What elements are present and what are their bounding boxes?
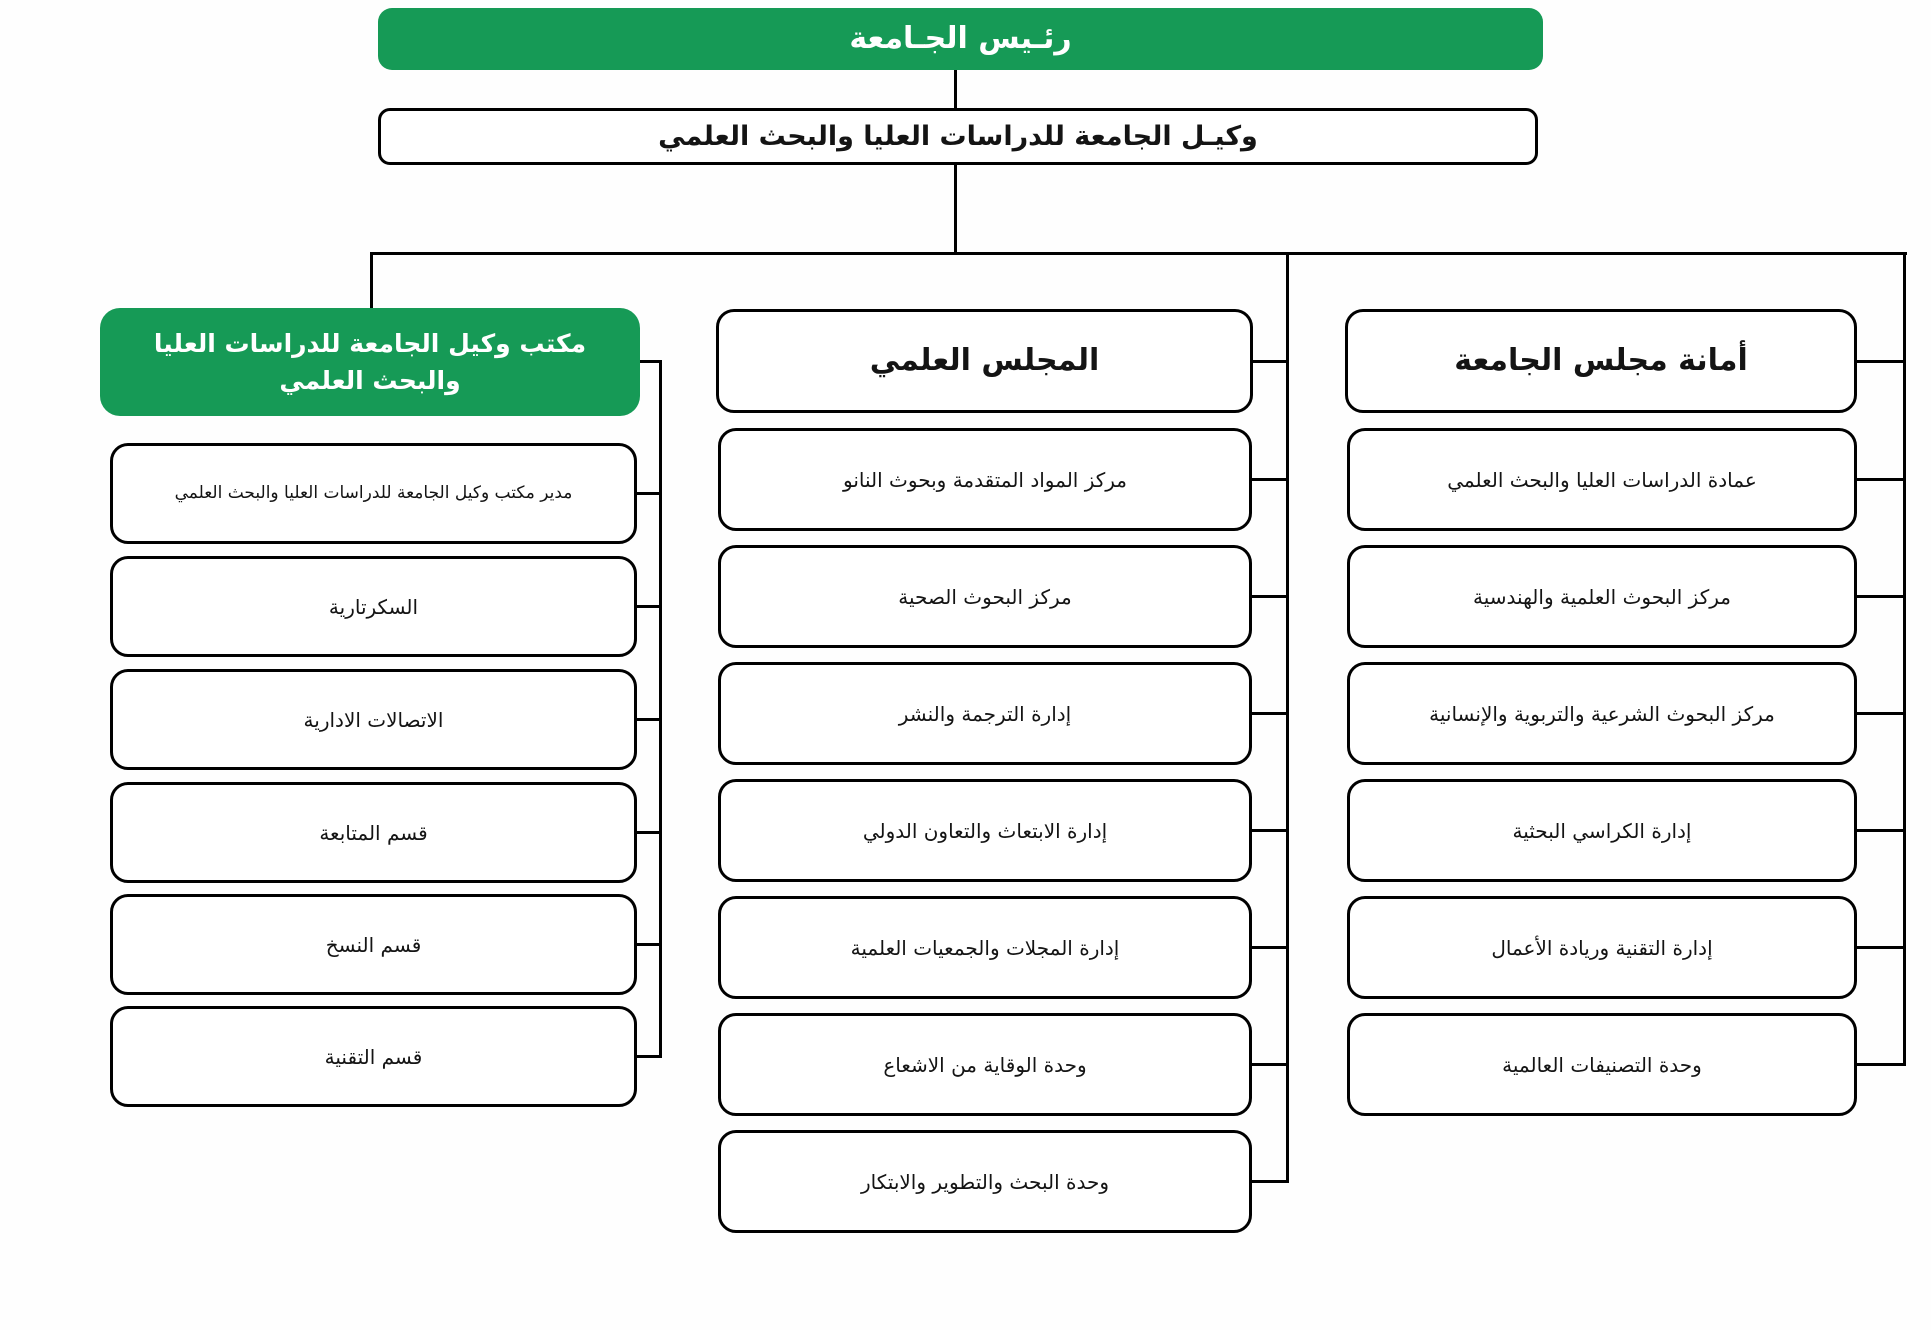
- connector-office-stub-5: [637, 943, 659, 946]
- connector-council-stub-2: [1252, 595, 1289, 598]
- council-item-scholarships-intl: إدارة الابتعاث والتعاون الدولي: [718, 779, 1252, 882]
- secretariat-item-technology-entrepreneurship: إدارة التقنية وريادة الأعمال: [1347, 896, 1857, 999]
- connector-secretariat-stub-6: [1855, 1063, 1906, 1066]
- connector-council-stub-6: [1252, 1063, 1289, 1066]
- council-item-radiation-protection: وحدة الوقاية من الاشعاع: [718, 1013, 1252, 1116]
- connector-main-bar: [370, 252, 1907, 255]
- connector-office-trunk: [659, 360, 662, 1058]
- connector-trunk-scientific-council: [1286, 252, 1289, 1183]
- node-vice-president: وكيـل الجامعة للدراسات العليا والبحث العلمي: [378, 108, 1538, 165]
- connector-council-stub-3: [1252, 712, 1289, 715]
- connector-trunk-council-secretariat: [1903, 252, 1906, 1066]
- node-president: رئـيس الجـامعة: [378, 8, 1543, 70]
- connector-council-stub-4: [1252, 829, 1289, 832]
- connector-secretariat-stub-2: [1855, 595, 1906, 598]
- column-secretariat-header: أمانة مجلس الجامعة: [1345, 309, 1857, 413]
- connector-council-header-stub: [1252, 360, 1289, 363]
- secretariat-item-research-chairs: إدارة الكراسي البحثية: [1347, 779, 1857, 882]
- council-item-translation-publishing: إدارة الترجمة والنشر: [718, 662, 1252, 765]
- connector-secretariat-stub-1: [1855, 478, 1906, 481]
- council-item-journals-societies: إدارة المجلات والجمعيات العلمية: [718, 896, 1252, 999]
- secretariat-item-global-rankings: وحدة التصنيفات العالمية: [1347, 1013, 1857, 1116]
- council-item-health-research: مركز البحوث الصحية: [718, 545, 1252, 648]
- connector-office-stub-3: [637, 718, 659, 721]
- connector-president-vp: [954, 70, 957, 108]
- council-item-advanced-materials: مركز المواد المتقدمة وبحوث النانو: [718, 428, 1252, 531]
- connector-council-stub-1: [1252, 478, 1289, 481]
- column-scientific-council-header: المجلس العلمي: [716, 309, 1253, 413]
- connector-vp-bar: [954, 165, 957, 253]
- secretariat-item-graduate-deanship: عمادة الدراسات العليا والبحث العلمي: [1347, 428, 1857, 531]
- connector-council-stub-7: [1252, 1180, 1289, 1183]
- connector-secretariat-stub-4: [1855, 829, 1906, 832]
- connector-office-stub-1: [637, 492, 659, 495]
- connector-secretariat-stub-3: [1855, 712, 1906, 715]
- column-office-header: مكتب وكيل الجامعة للدراسات العليا والبحث العلمي: [100, 308, 640, 416]
- office-item-secretariat: السكرتارية: [110, 556, 637, 657]
- office-item-admin-communications: الاتصالات الادارية: [110, 669, 637, 770]
- connector-secretariat-stub-5: [1855, 946, 1906, 949]
- secretariat-item-sharia-education-humanities: مركز البحوث الشرعية والتربوية والإنسانية: [1347, 662, 1857, 765]
- connector-office-stub-4: [637, 831, 659, 834]
- connector-office-stub-6: [637, 1055, 659, 1058]
- council-item-research-innovation: وحدة البحث والتطوير والابتكار: [718, 1130, 1252, 1233]
- office-item-technology: قسم التقنية: [110, 1006, 637, 1107]
- connector-office-stub-2: [637, 605, 659, 608]
- office-item-copying: قسم النسخ: [110, 894, 637, 995]
- office-item-director: مدير مكتب وكيل الجامعة للدراسات العليا والبحث العلمي: [110, 443, 637, 544]
- connector-secretariat-header-stub: [1855, 360, 1906, 363]
- secretariat-item-science-engineering-research: مركز البحوث العلمية والهندسية: [1347, 545, 1857, 648]
- connector-council-stub-5: [1252, 946, 1289, 949]
- connector-drop-office: [370, 252, 373, 309]
- office-item-follow-up: قسم المتابعة: [110, 782, 637, 883]
